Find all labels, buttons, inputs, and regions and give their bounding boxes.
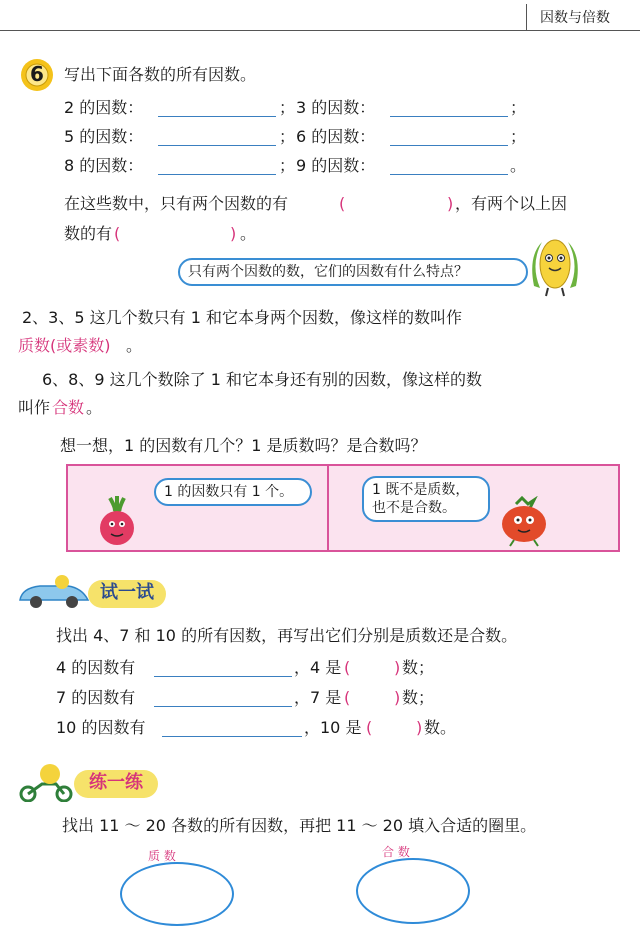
separator: ； bbox=[279, 127, 296, 146]
prime-definition-line1: 2、3、5 这几个数只有 1 和它本身两个因数，像这样的数叫作 bbox=[22, 308, 462, 327]
factor-label: 5 的因数： bbox=[64, 127, 144, 146]
paren-open: ( bbox=[344, 658, 351, 677]
paren-open: ( bbox=[339, 194, 346, 213]
motorbike-icon bbox=[16, 762, 78, 802]
exercise-number-badge bbox=[20, 58, 54, 92]
question-line1-text: 在这些数中，只有两个因数的有 bbox=[64, 194, 289, 213]
composite-end: 。 bbox=[86, 398, 103, 417]
exercise-number: 6 bbox=[30, 62, 44, 86]
factor-label: 6 的因数： bbox=[296, 127, 376, 146]
try-title-badge bbox=[88, 580, 166, 608]
exercise6-instruction: 写出下面各数的所有因数。 bbox=[64, 65, 257, 84]
type-answer-box[interactable] bbox=[352, 686, 394, 710]
try-instruction: 找出 4、7 和 10 的所有因数，再写出它们分别是质数还是合数。 bbox=[56, 626, 518, 645]
factor-label: 2 的因数： bbox=[64, 98, 144, 117]
answer-blank[interactable] bbox=[154, 676, 292, 677]
answer-blank[interactable] bbox=[390, 145, 508, 146]
prime-term: 质数(或素数) bbox=[18, 336, 111, 355]
try-end: 数； bbox=[402, 658, 435, 677]
separator: ； bbox=[510, 127, 527, 146]
composite-term: 合数 bbox=[52, 398, 85, 417]
paren-open: ( bbox=[344, 688, 351, 707]
composite-circle[interactable] bbox=[356, 858, 470, 924]
paren-close: ) bbox=[447, 194, 454, 213]
factor-label: 9 的因数： bbox=[296, 156, 376, 175]
question-line2-end: 。 bbox=[240, 224, 257, 243]
factor-label: 3 的因数： bbox=[296, 98, 376, 117]
try-title: 试一试 bbox=[100, 582, 154, 603]
left-speech-bubble: 1 的因数只有 1 个。 bbox=[154, 478, 312, 506]
answer-blank[interactable] bbox=[390, 174, 508, 175]
prime-circle[interactable] bbox=[120, 862, 234, 926]
answer-blank[interactable] bbox=[158, 145, 276, 146]
header-rule bbox=[0, 30, 640, 31]
answer-blank[interactable] bbox=[158, 116, 276, 117]
separator: ； bbox=[510, 98, 527, 117]
prime-end: 。 bbox=[126, 336, 143, 355]
corn-character-icon bbox=[520, 236, 590, 298]
answer-blank[interactable] bbox=[154, 706, 292, 707]
answer-blank[interactable] bbox=[162, 736, 302, 737]
paren-close: ) bbox=[416, 718, 423, 737]
type-answer-box[interactable] bbox=[352, 656, 394, 680]
answer-blank[interactable] bbox=[390, 116, 508, 117]
radish-character-icon bbox=[92, 494, 142, 550]
practice-title-badge bbox=[74, 770, 158, 798]
composite-definition-line1: 6、8、9 这几个数除了 1 和它本身还有别的因数，像这样的数 bbox=[42, 370, 482, 389]
try-mid: ，10 是 bbox=[304, 718, 362, 737]
practice-instruction: 找出 11 ～ 20 各数的所有因数，再把 11 ～ 20 填入合适的圈里。 bbox=[62, 816, 537, 835]
right-bubble-line2: 也不是合数。 bbox=[372, 500, 456, 516]
try-mid: ，7 是 bbox=[294, 688, 342, 707]
factor-label: 8 的因数： bbox=[64, 156, 144, 175]
try-end: 数。 bbox=[424, 718, 457, 737]
type-answer-box[interactable] bbox=[374, 716, 416, 740]
right-bubble-line1: 1 既不是质数， bbox=[372, 482, 470, 498]
answer-box-many-factors[interactable] bbox=[124, 222, 228, 246]
page-header-title: 因数与倍数 bbox=[540, 10, 610, 26]
paren-close: ) bbox=[394, 688, 401, 707]
answer-box-two-factors[interactable] bbox=[349, 192, 445, 216]
prime-circle-label: 质 数 bbox=[148, 849, 176, 863]
question-line2-text: 数的有 bbox=[64, 224, 113, 243]
paren-close: ) bbox=[230, 224, 237, 243]
try-end: 数； bbox=[402, 688, 435, 707]
paren-open: ( bbox=[366, 718, 373, 737]
composite-definition-line2: 叫作 bbox=[18, 398, 51, 417]
car-icon bbox=[16, 574, 92, 610]
paren-open: ( bbox=[114, 224, 121, 243]
try-label: 7 的因数有 bbox=[56, 688, 136, 707]
right-speech-bubble bbox=[362, 476, 490, 522]
paren-close: ) bbox=[394, 658, 401, 677]
tomato-character-icon bbox=[492, 496, 554, 548]
try-label: 4 的因数有 bbox=[56, 658, 136, 677]
composite-circle-label: 合 数 bbox=[382, 845, 410, 859]
panel-divider bbox=[327, 466, 329, 550]
think-question: 想一想，1 的因数有几个？1 是质数吗？是合数吗？ bbox=[60, 436, 427, 455]
answer-blank[interactable] bbox=[158, 174, 276, 175]
separator: 。 bbox=[510, 156, 527, 175]
practice-title: 练一练 bbox=[89, 772, 143, 793]
hint-speech-bubble: 只有两个因数的数，它们的因数有什么特点？ bbox=[178, 258, 528, 286]
question-line1-tail: ，有两个以上因 bbox=[455, 194, 568, 213]
separator: ； bbox=[279, 156, 296, 175]
try-label: 10 的因数有 bbox=[56, 718, 146, 737]
separator: ； bbox=[279, 98, 296, 117]
try-mid: ，4 是 bbox=[294, 658, 342, 677]
